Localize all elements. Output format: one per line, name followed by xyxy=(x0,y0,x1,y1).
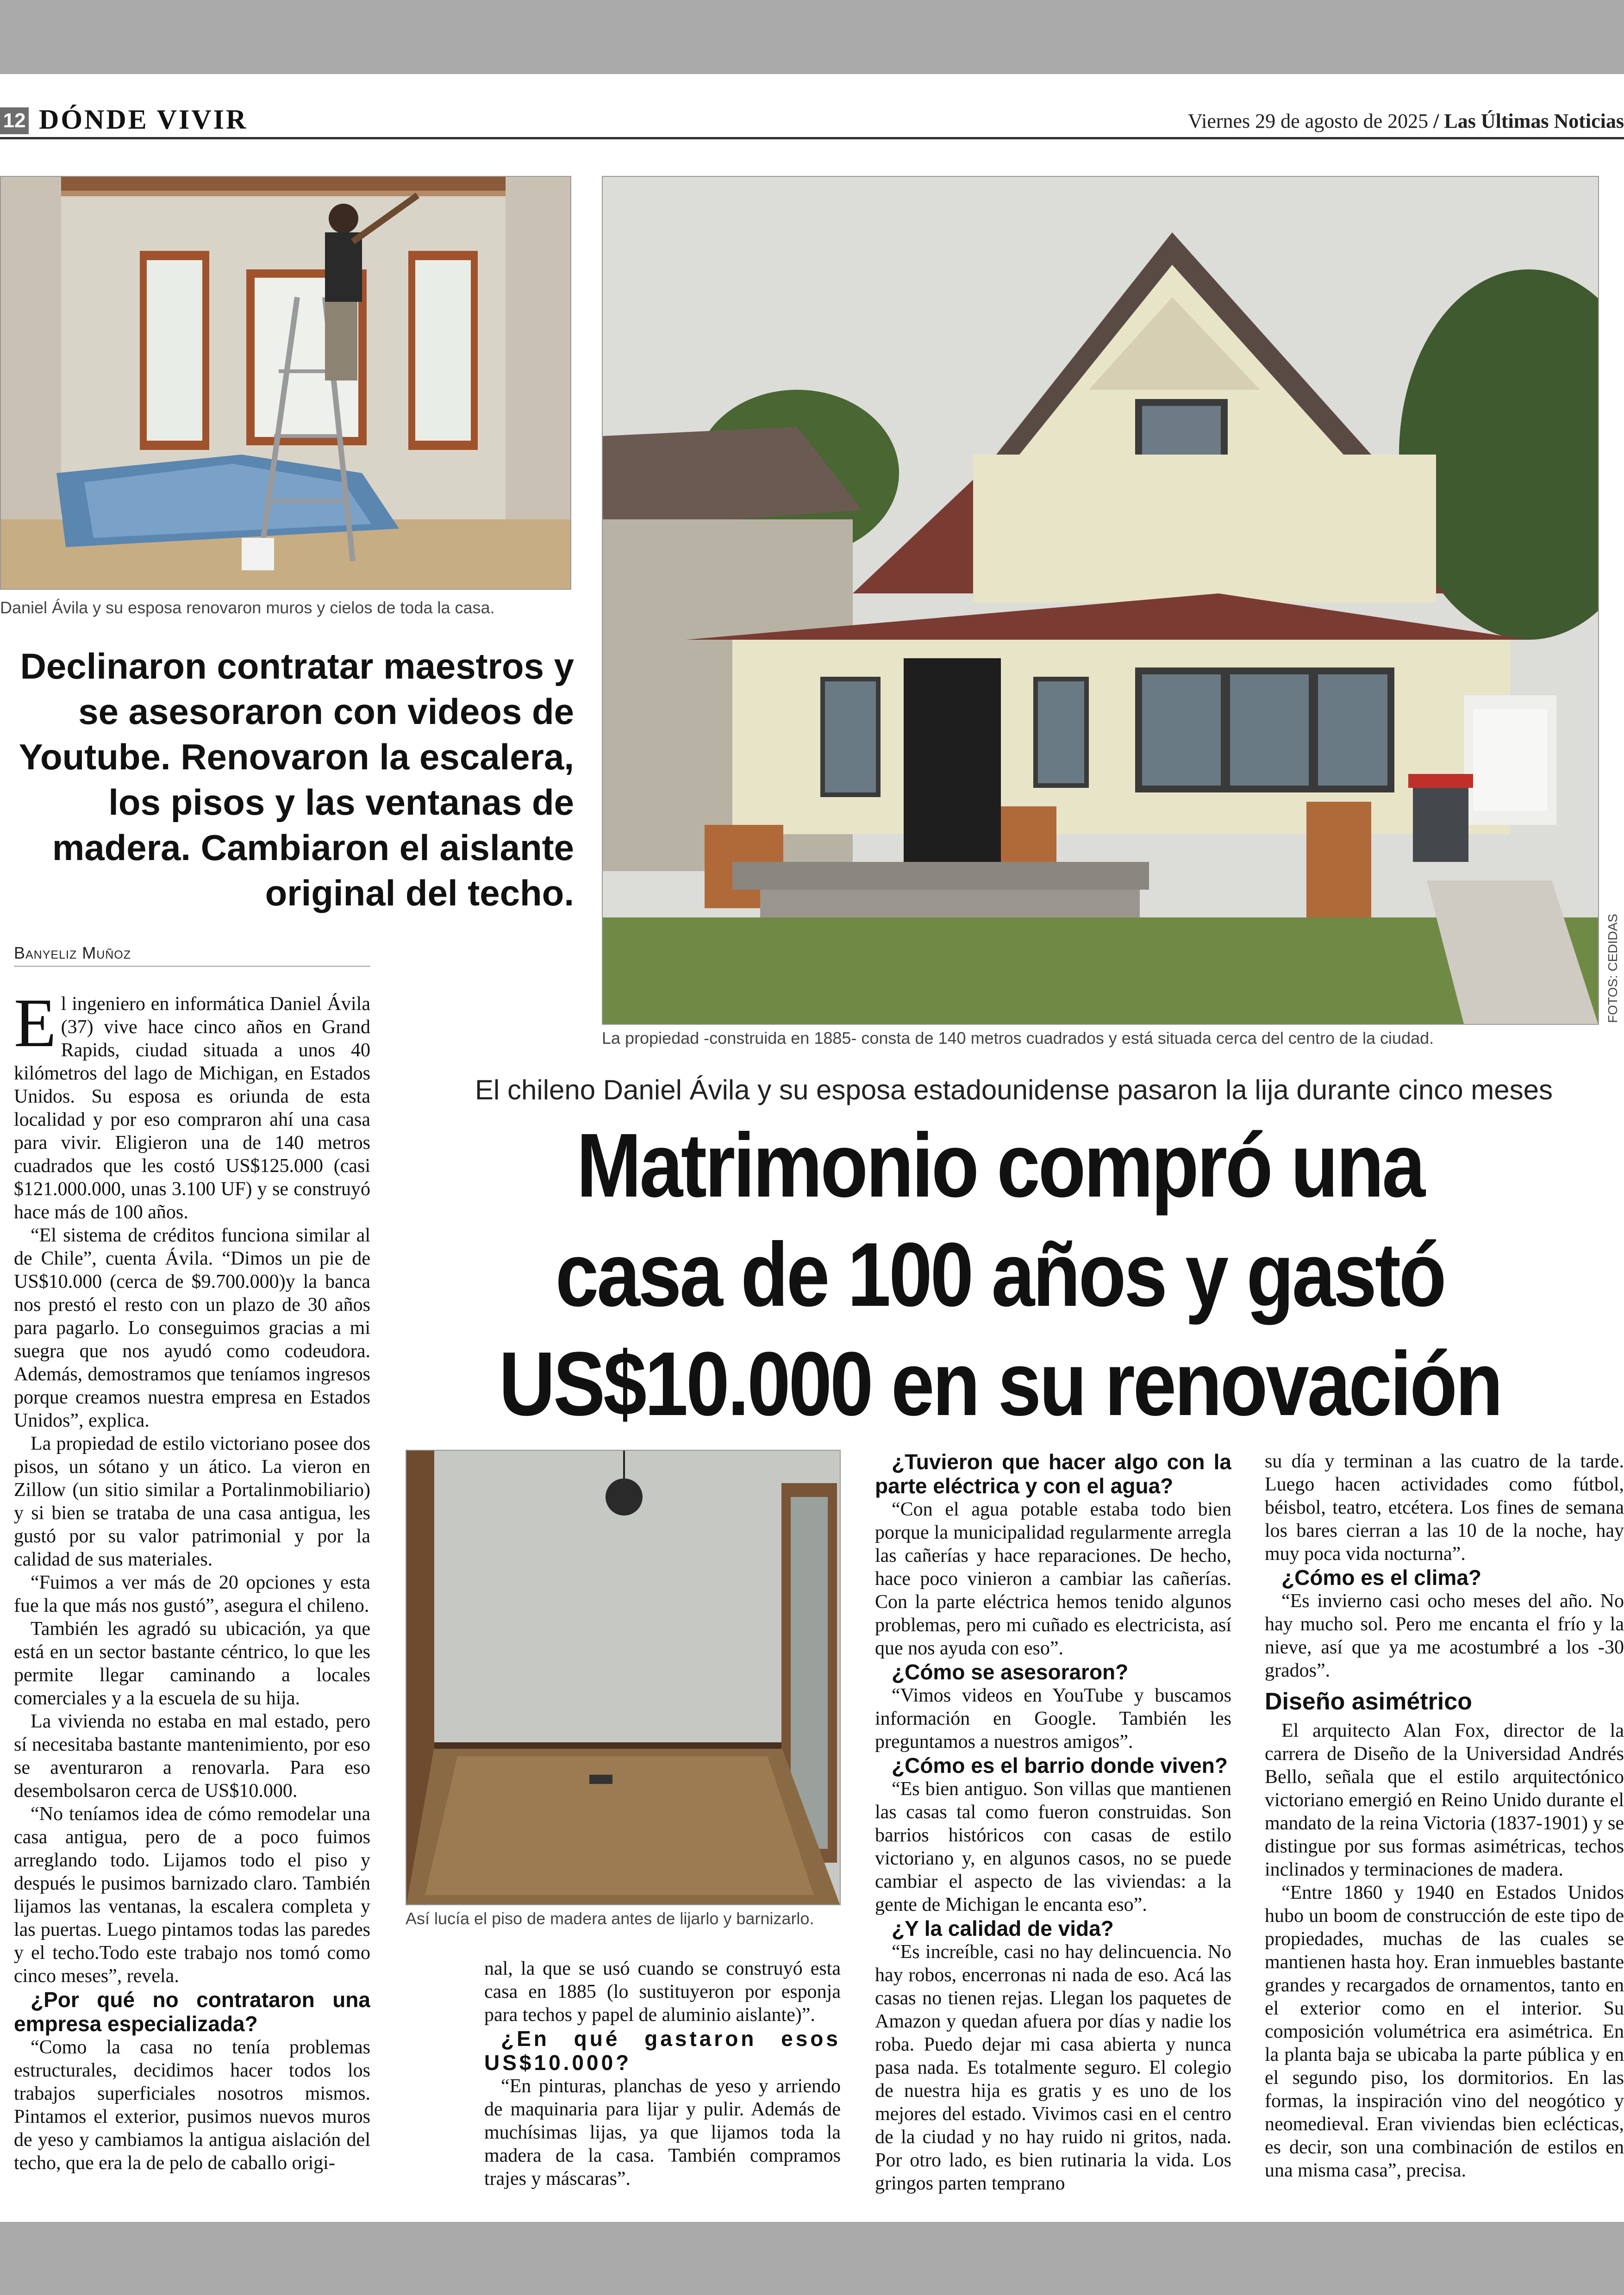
wood-floor-illustration xyxy=(406,1451,840,1904)
col1-paragraph-4: “Fuimos a ver más de 20 opciones y esta fue la que más nos gustó”, asegura el chileno. xyxy=(14,1572,370,1616)
victorian-house-illustration xyxy=(603,177,1598,1024)
section-title: DÓNDE VIVIR xyxy=(39,104,248,135)
col1-paragraph-3: La propiedad de estilo victoriano posee dos pisos, un sótano y un ático. La vieron en Zillow (un sitio similar a Portalinmobiliario) y si bien se trataba de una casa antigua, les gustó por su valor patrimonial y por la calidad de sus materiales. xyxy=(14,1433,370,1570)
byline-rule xyxy=(14,966,370,967)
col3-paragraph-1: “Con el agua potable estaba todo bien porque la municipalidad regularmente arregla las cañerías y hace reparaciones. De hecho, hace poco vinieron a cambiar las cañerías. Con la parte eléctrica hemos tenido algunos problemas, pero mi cuñado es electricista, así que nos ayuda con eso”. xyxy=(875,1499,1231,1659)
col3-paragraph-3: “Es bien antiguo. Son villas que mantienen las casas tal como fueron construidas. Son barrios históricos con casas de estilo victoriano y, en algunos casos, no se puede cambiar el aspecto de las viviendas: a la gente de Michigan le encanta eso”. xyxy=(875,1778,1231,1915)
painting-room-illustration xyxy=(1,177,570,589)
col1-paragraph-6: La vivienda no estaba en mal estado, pero sí necesitaba bastante mantenimiento, por eso se aventuraron a renovarla. Para eso desembolsaron cerca de US$10.000. xyxy=(14,1711,370,1802)
header-rule xyxy=(0,137,1624,139)
col2-paragraph-1: nal, la que se usó cuando se construyó esta casa en 1885 (lo sustituyeron por esponja para techos y papel de aluminio aislante)”. xyxy=(484,1958,841,2026)
photo-wood-floor xyxy=(406,1450,841,1905)
byline: Banyeliz Muñoz xyxy=(14,943,131,962)
col4-paragraph-2: “Es invierno casi ocho meses del año. No hay mucho sol. Pero me encanta el frío y la nieve, así que ya me acostumbré a los -30 grados”. xyxy=(1265,1590,1624,1681)
caption-floor-photo: Así lucía el piso de madera antes de lijarlo y barnizarlo. xyxy=(406,1909,814,1928)
drop-cap: E xyxy=(14,992,56,1061)
article-deck: Declinaron contratar maestros y se asesoraron con videos de Youtube. Renovaron la escalera, los pisos y las ventanas de madera. Cambiaron el aislante original del techo. xyxy=(19,646,574,913)
col4-paragraph-1: su día y terminan a las cuatro de la tarde. Luego hacen actividades como fútbol, béisbol, teatro, etcétera. Los fines de semana los bares cierran a las 10 de la noche, hay muy poca vida nocturna”. xyxy=(1265,1451,1624,1565)
photo-victorian-house xyxy=(602,176,1599,1025)
col3-question-3: ¿Cómo es el barrio donde viven? xyxy=(892,1753,1228,1777)
photo-painting-ceiling xyxy=(0,176,571,590)
page-number: 12 xyxy=(0,107,29,134)
col1-paragraph-5: También les agradó su ubicación, ya que está en un sector bastante céntrico, lo que les permite llegar caminando a locales comerciales y a la escuela de su hija. xyxy=(14,1618,370,1709)
caption-house-photo: La propiedad -construida en 1885- consta de 140 metros cuadrados y está situada cerca del centro de la ciudad. xyxy=(602,1029,1434,1048)
dateline-separator: / xyxy=(1433,110,1439,132)
col4-question-1: ¿Cómo es el clima? xyxy=(1281,1565,1482,1590)
col4-paragraph-4: “Entre 1860 y 1940 en Estados Unidos hubo un boom de construcción de este tipo de propiedades, muchas de las cuales se mantienen hasta hoy. Eran inmuebles bastante grandes y recargados de ornamentos, tanto en el exterior como en el interior. Su composición volumétrica era asimétrica. En la planta baja se ubicaba la parte pública y en el segundo piso, los dormitorios. En las formas, la inspiración vino del neogótico y neomedieval. Eran viviendas bien eclécticas, es decir, son una combinación de estilos en una misma casa”, precisa. xyxy=(1265,1882,1624,2181)
col1-paragraph-1: l ingeniero en informática Daniel Ávila (37) vive hace cinco años en Grand Rapids, ciudad situada a unos 40 kilómetros del lago de Michigan, en Estados Unidos. Su esposa es oriunda de esta localidad y por eso compraron ahí una casa para vivir. Eligieron una de 140 metros cuadrados que les costó US$125.000 (casi $121.000.000, unas 3.100 UF) y se construyó hace más de 100 años. xyxy=(14,993,370,1223)
subhead-asymmetric-design: Diseño asimétrico xyxy=(1265,1688,1472,1715)
photo-credit-text: FOTOS: CEDIDAS xyxy=(1605,914,1620,1023)
caption-painting-photo: Daniel Ávila y su esposa renovaron muros y cielos de toda la casa. xyxy=(0,598,495,617)
col2-paragraph-2: “En pinturas, planchas de yeso y arriendo de maquinaria para lijar y pulir. Además de muchísimas lijas, ya que lijamos toda la madera de la casa. También compramos trajes y máscaras”. xyxy=(484,2076,841,2189)
col1-paragraph-8: “Como la casa no tenía problemas estructurales, decidimos hacer todos los trabajos superficiales nosotros mismos. Pintamos el exterior, pusimos nuevos muros de yeso y cambiamos la antigua aislación del techo, que era la de pelo de caballo origi- xyxy=(14,2037,370,2174)
publication-name: Las Últimas Noticias xyxy=(1444,110,1624,132)
col3-paragraph-2: “Vimos videos en YouTube y buscamos información en Google. También les preguntamos a nuestros amigos”. xyxy=(875,1685,1231,1752)
photo-credit xyxy=(1602,914,1620,1023)
col1-paragraph-7: “No teníamos idea de cómo remodelar una casa antigua, pero de a poco fuimos arreglando todo. Lijamos todo el piso y después le pusimos barnizado claro. También lijamos las ventanas, la escalera completa y las puertas. Luego pintamos todas las paredes y el techo.Todo este trabajo nos tomó como cinco meses”, revela. xyxy=(14,1803,370,1987)
col3-question-4: ¿Y la calidad de vida? xyxy=(892,1916,1114,1940)
col3-question-1: ¿Tuvieron que hacer algo con la parte eléctrica y con el agua? xyxy=(875,1450,1231,1498)
col2-question-1: ¿En qué gastaron esos US$10.000? xyxy=(484,2027,841,2075)
col3-question-2: ¿Cómo se asesoraron? xyxy=(892,1660,1129,1684)
headline: Matrimonio compró una casa de 100 años y gastó US$10.000 en su renovación xyxy=(499,1115,1501,1434)
article-column-4 xyxy=(1265,1450,1624,2218)
article-column-3 xyxy=(875,1450,1231,2218)
article-column-1 xyxy=(14,992,370,2214)
issue-date: Viernes 29 de agosto de 2025 xyxy=(1187,110,1429,132)
col1-question-1: ¿Por qué no contrataron una empresa especializada? xyxy=(14,1988,370,2036)
bottom-margin-band xyxy=(0,2222,1624,2295)
col4-paragraph-3: El arquitecto Alan Fox, director de la carrera de Diseño de la Universidad Andrés Bello, señala que el estilo arquitectónico victoriano emergió en Reino Unido durante el mandato de la reina Victoria (1837-1901) y se distingue por sus formas asimétricas, techos inclinados y terminaciones de madera. xyxy=(1265,1720,1624,1880)
col1-paragraph-2: “El sistema de créditos funciona similar al de Chile”, cuenta Ávila. “Dimos un pie de US$10.000 (cerca de $9.700.000)y la banca nos prestó el resto con un plazo de 30 años para pagarlo. Lo conseguimos gracias a mi suegra que nos ayudó como codeudora. Además, demostramos que teníamos ingresos porque creamos nuestra empresa en Estados Unidos”, explica. xyxy=(14,1225,370,1431)
article-column-2 xyxy=(484,1957,841,2216)
col3-paragraph-4: “Es increíble, casi no hay delincuencia. No hay robos, encerronas ni nada de eso. Acá las casas no tienen rejas. Llegan los paquetes de Amazon y quedan afuera por días y nadie los roba. Puedo dejar mi casa abierta y nunca pasa nada. Es totalmente seguro. El colegio de nuestra hija es gratis y es uno de los mejores del estado. Vivimos casi en el centro de la ciudad y no hay ruido ni gritos, nada. Por otro lado, es bien rutinaria la vida. Los gringos parten temprano xyxy=(875,1941,1231,2194)
dateline xyxy=(1188,109,1624,133)
headline-kicker: El chileno Daniel Ávila y su esposa estadounidense pasaron la lija durante cinco meses xyxy=(475,1074,1553,1105)
